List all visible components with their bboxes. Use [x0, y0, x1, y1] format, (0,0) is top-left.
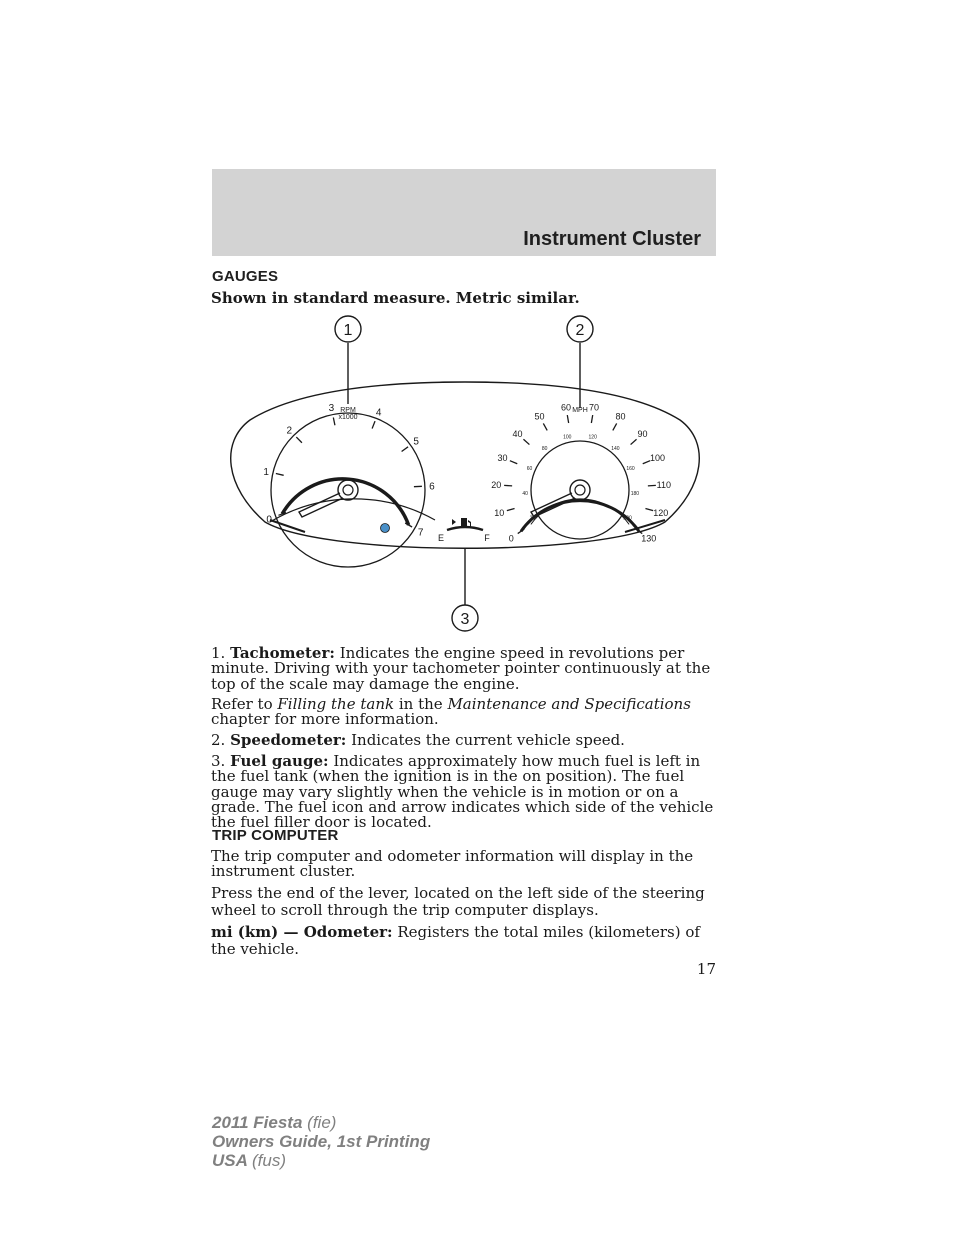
gauges-heading: GAUGES	[212, 268, 279, 285]
tachometer-scale-label: 3	[328, 403, 335, 415]
footer-model-code: (fie)	[307, 1113, 337, 1132]
refer-link-filling-the-tank: Filling the tank	[277, 695, 395, 713]
instrument-cluster-figure	[225, 312, 705, 638]
speedometer-scale-tick	[591, 415, 592, 423]
indicator-light	[381, 524, 390, 533]
odometer-paragraph	[211, 924, 719, 958]
page-number: 17	[696, 960, 716, 978]
speedometer-scale-tick	[613, 423, 617, 430]
item-number: 1.	[211, 644, 226, 662]
tachometer-scale-label: 5	[413, 436, 419, 448]
item-text: Indicates the engine speed in revolutions per minute. Driving with your tachometer pointer continuously at the top of the scale may damage the engine.	[211, 644, 711, 693]
tachometer-scale-tick	[276, 474, 284, 476]
speedometer-scale-tick	[645, 508, 653, 510]
tachometer-description	[211, 646, 719, 692]
speedometer-scale-label: 130	[641, 533, 657, 544]
callout-1	[335, 316, 361, 342]
speedometer-gauge	[491, 402, 671, 543]
tachometer-dial	[271, 413, 425, 567]
speedometer-inner-label: 20	[529, 515, 536, 522]
speedometer-scale-label: 60	[560, 402, 572, 413]
fuel-filler-arrow	[452, 519, 456, 525]
callout-2-label: 2	[575, 322, 585, 339]
item-text: Indicates approximately how much fuel is left in the fuel tank (when the ignition is in the on position). The fuel gauge may vary slightly when the vehicle is in motion or on a grade. The fuel icon and arrow indicates which side of the vehicle the fuel filler door is located.	[211, 752, 714, 832]
footer-market: USA	[212, 1151, 248, 1170]
speedometer-scale-label: 120	[653, 508, 669, 518]
item-term: Speedometer:	[230, 731, 347, 749]
document-footer	[212, 1113, 430, 1170]
speedometer-scale-tick	[507, 508, 515, 510]
refer-link-maintenance: Maintenance and Specifications	[447, 695, 691, 713]
item-number: 2.	[211, 731, 226, 749]
tachometer-scale-label: 0	[266, 514, 272, 526]
speedometer-scale-tick	[523, 439, 529, 444]
tachometer-scale-tick	[402, 447, 408, 452]
speedometer-dial	[531, 441, 629, 539]
speedometer-scale-label: 100	[649, 452, 666, 463]
footer-market-code: (fus)	[252, 1151, 286, 1170]
footer-guide-title: Owners Guide, 1st Printing	[212, 1132, 431, 1151]
speedometer-scale-tick	[510, 461, 517, 464]
tachometer-scale-label: 4	[375, 407, 382, 419]
speedometer-hub	[570, 480, 590, 500]
speedometer-scale-label: 10	[494, 508, 505, 518]
callout-3	[452, 605, 478, 631]
odometer-text: Registers the total miles (kilometers) of the vehicle.	[211, 923, 700, 958]
speedometer-description	[211, 733, 719, 748]
speedometer-scale-tick	[631, 439, 637, 444]
speedometer-inner-label: 180	[630, 491, 640, 498]
speedometer-scale-label: 30	[497, 452, 508, 463]
item-number: 3.	[211, 752, 226, 770]
speedometer-scale-label: 90	[637, 429, 648, 440]
tachometer-hub	[338, 480, 358, 500]
callout-3-label: 3	[460, 611, 470, 628]
footer-model: 2011 Fiesta	[212, 1113, 303, 1132]
speedometer-inner-label: 120	[588, 434, 597, 441]
speedometer-scale-label: 40	[512, 429, 523, 440]
speedometer-scale-label: 110	[656, 480, 671, 491]
speedometer-inner-label: 40	[522, 491, 528, 498]
refer-paragraph	[211, 697, 719, 728]
tachometer-scale-tick	[372, 421, 375, 428]
speedometer-scale-tick	[567, 415, 568, 423]
tachometer-scale-label: 2	[286, 425, 293, 437]
speedometer-scale-tick	[543, 423, 547, 430]
tachometer-base-line	[270, 520, 305, 532]
speedometer-scale-label: 50	[534, 411, 545, 422]
speedometer-inner-label: 60	[526, 466, 533, 473]
speedometer-scale-label: 0	[508, 533, 514, 544]
tachometer-scale-label: 6	[429, 481, 435, 493]
tachometer-scale-tick	[333, 417, 335, 425]
tachometer-unit-rpm: RPM	[340, 407, 356, 414]
section-title: Instrument Cluster	[523, 228, 701, 250]
item-term: Tachometer:	[230, 644, 335, 662]
fuel-gauge-description	[211, 754, 719, 830]
section-header-band	[212, 169, 716, 256]
item-text: Indicates the current vehicle speed.	[351, 731, 625, 749]
refer-suffix: chapter for more information.	[211, 710, 439, 729]
speedometer-unit: MPH	[572, 407, 588, 414]
tachometer-scale-tick	[296, 437, 302, 443]
fuel-full-label: F	[484, 533, 490, 543]
tachometer-needle	[299, 493, 343, 517]
fuel-empty-label: E	[437, 533, 445, 543]
speedometer-inner-label: 160	[626, 466, 635, 473]
speedometer-inner-label: 80	[541, 445, 548, 452]
speedometer-inner-label: 100	[563, 434, 572, 441]
callout-1-label: 1	[343, 322, 353, 339]
gauges-subheading: Shown in standard measure. Metric similar.	[211, 289, 580, 307]
item-term: Fuel gauge:	[230, 752, 329, 770]
callout-2	[567, 316, 593, 342]
refer-middle: in the	[398, 695, 443, 713]
speedometer-scale-label: 80	[615, 411, 626, 422]
speedometer-inner-label: 200	[623, 515, 632, 522]
fuel-gauge-arc	[447, 527, 483, 530]
fuel-pump-icon	[461, 518, 471, 527]
speedometer-inner-label: 140	[611, 445, 620, 452]
trip-computer-paragraph-1: The trip computer and odometer information will display in the instrument cluster.	[211, 847, 694, 881]
trip-computer-paragraph-2: Press the end of the lever, located on the left side of the steering wheel to scroll through the trip computer displays.	[211, 884, 705, 919]
trip-computer-heading: TRIP COMPUTER	[212, 827, 339, 844]
tachometer-unit-x1000: x1000	[338, 414, 358, 421]
refer-prefix: Refer to	[211, 695, 273, 713]
tachometer-outer-rim	[270, 499, 435, 522]
odometer-term: mi (km) — Odometer:	[211, 923, 393, 941]
tachometer-scale-label: 1	[263, 466, 269, 478]
fuel-gauge	[438, 518, 490, 543]
tachometer-scale-label: 7	[417, 527, 424, 539]
speedometer-scale-label: 70	[588, 402, 600, 413]
speedometer-scale-label: 20	[491, 480, 502, 491]
